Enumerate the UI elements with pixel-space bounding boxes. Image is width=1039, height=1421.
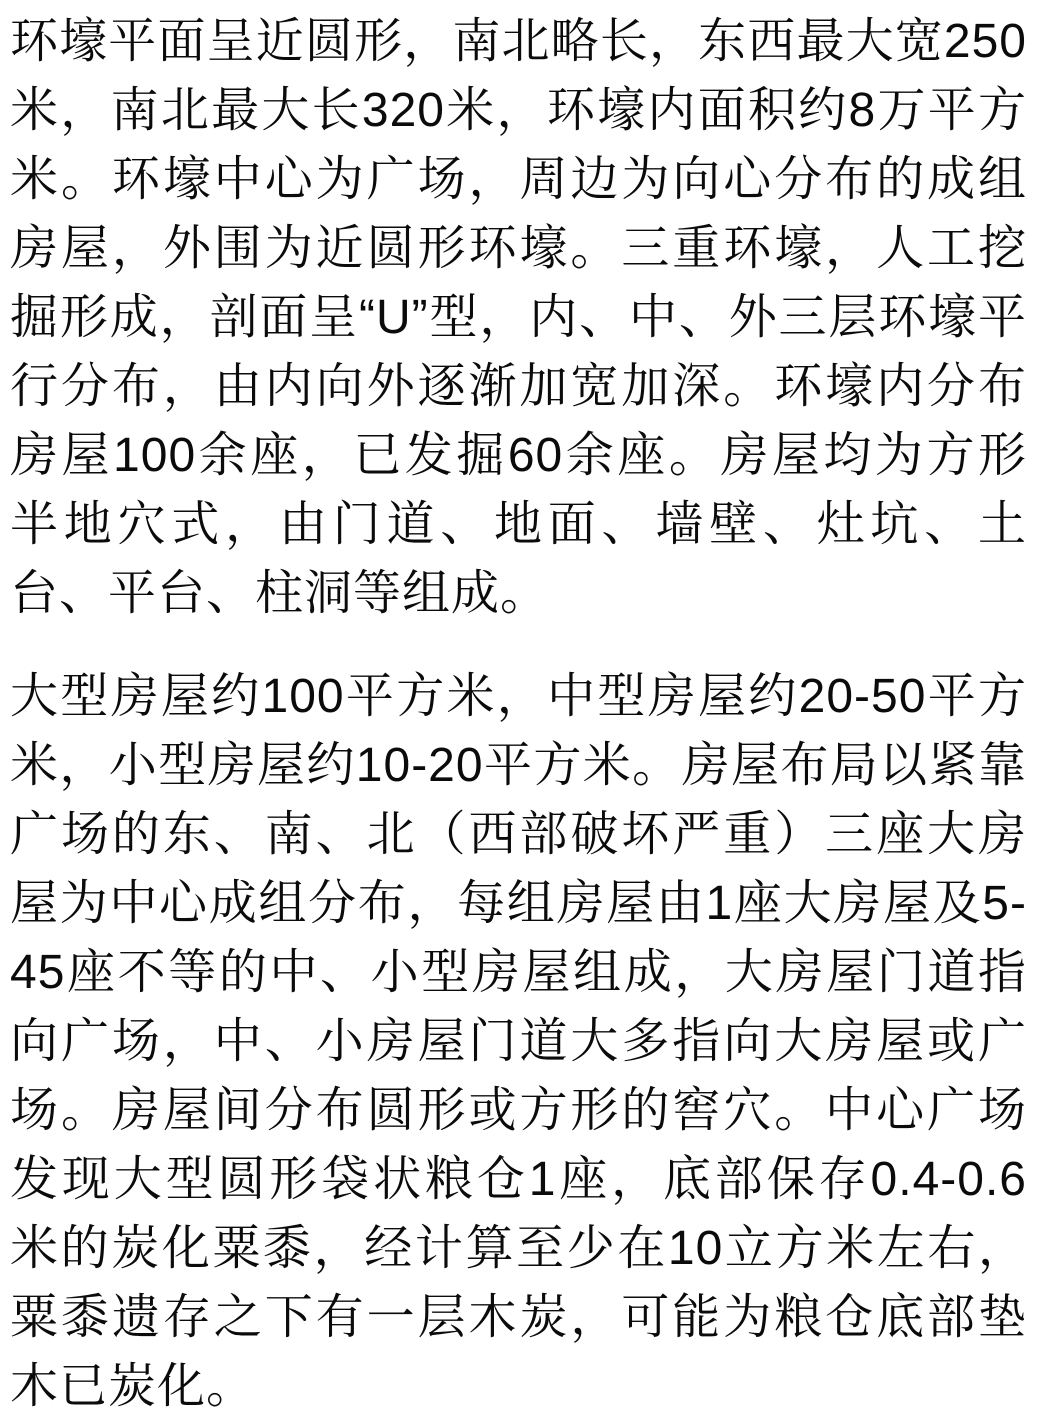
paragraph-house-layout: 大型房屋约100平方米，中型房屋约20-50平方米，小型房屋约10-20平方米。房屋布局以紧靠广场的东、南、北（西部破坏严重）三座大房屋为中心成组分布，每组房屋由1座大房屋及5-45座不等的中、小型房屋组成，大房屋门道指向广场，中、小房屋门道大多指向大房屋或广场。房屋间分布圆形或方形的窖穴。中心广场发现大型圆形袋状粮仓1座，底部保存0.4-0.6米的炭化粟黍，经计算至少在10立方米左右，粟黍遗存之下有一层木炭，可能为粮仓底部垫木已炭化。 — [10, 670, 1027, 1413]
paragraph-moat-description: 环壕平面呈近圆形，南北略长，东西最大宽250米，南北最大长320米，环壕内面积约8万平方米。环壕中心为广场，周边为向心分布的成组房屋，外围为近圆形环壕。三重环壕，人工挖掘形成，剖面呈“U”型，内、中、外三层环壕平行分布，由内向外逐渐加宽加深。环壕内分布房屋100余座，已发掘60余座。房屋均为方形半地穴式，由门道、地面、墙壁、灶坑、土台、平台、柱洞等组成。 — [10, 15, 1027, 620]
